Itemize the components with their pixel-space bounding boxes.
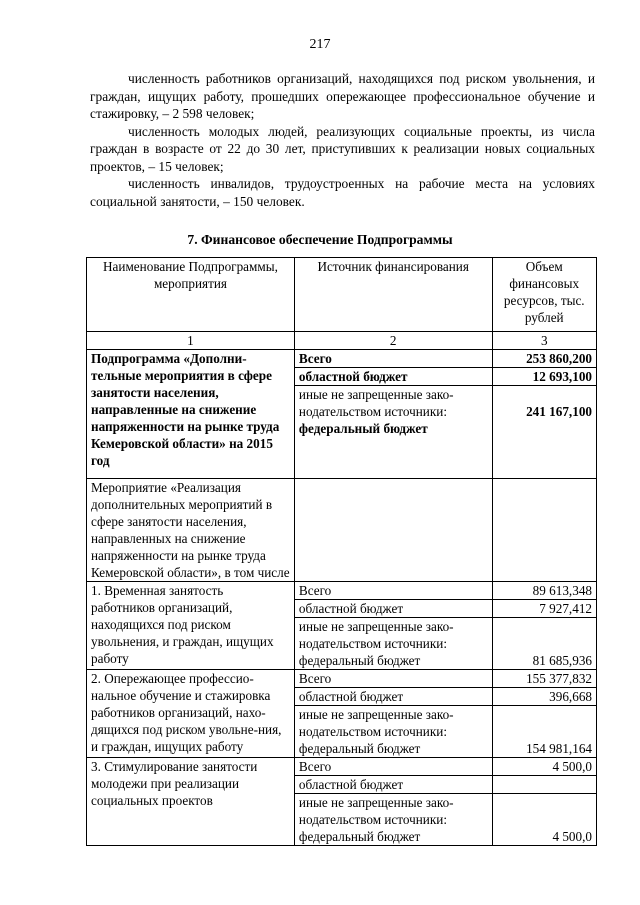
source-other (294, 386, 492, 479)
table-row (87, 479, 597, 582)
source-other-label: иные не запрещенные зако-нодательством источники: (298, 619, 454, 651)
page-number: 217 (309, 37, 331, 52)
source-other-label: иные не запрещенные зако-нодательством источники: (298, 707, 454, 739)
section-title: 7. Финансовое обеспечение Подпрограммы (187, 232, 453, 247)
value-regional: 396,668 (492, 688, 597, 706)
column-number: 3 (492, 332, 597, 350)
source-other-label: иные не запрещенные зако-нодательством источники: (298, 795, 454, 827)
value-regional: 12 693,100 (492, 368, 597, 386)
intro-text (90, 70, 595, 210)
column-number: 1 (87, 332, 295, 350)
table-row (87, 582, 597, 600)
source-federal: федеральный бюджет (298, 653, 421, 668)
source-other-label: иные не запрещенные зако-нодательством источники: (298, 387, 454, 419)
header-name: Наименование Подпрограммы, мероприятия (87, 258, 295, 332)
value-federal: 81 685,936 (492, 618, 597, 670)
intro-paragraph: численность работников организаций, находящихся под риском увольнения, и граждан, ищущих работу, прошедших опережающее профессиональное обучение и стажировку, – 2 598 человек; (90, 71, 595, 121)
source-federal: федеральный бюджет (298, 421, 428, 436)
column-number: 2 (294, 332, 492, 350)
value-total: 4 500,0 (492, 758, 597, 776)
source-other (294, 794, 492, 846)
source-federal: федеральный бюджет (298, 829, 421, 844)
financing-table (86, 257, 597, 846)
source-other (294, 706, 492, 758)
item-name: 2. Опережающее профессио-нальное обучение и стажировка работников организаций, нахо-дящихся под риском увольне-ния, и граждан, ищущих работу (87, 670, 295, 758)
source-federal: федеральный бюджет (298, 741, 421, 756)
value-total: 253 860,200 (492, 350, 597, 368)
source-regional: областной бюджет (294, 688, 492, 706)
value-regional (492, 776, 597, 794)
column-numbers-row (87, 332, 597, 350)
value-regional: 7 927,412 (492, 600, 597, 618)
table-row (87, 350, 597, 368)
item-name: 1. Временная занятость работников организаций, находящихся под риском увольнения, и граждан, ищущих работу (87, 582, 295, 670)
value-federal: 241 167,100 (492, 386, 597, 479)
empty-cell (294, 479, 492, 582)
source-total: Всего (294, 670, 492, 688)
value-federal: 154 981,164 (492, 706, 597, 758)
intro-paragraph: численность инвалидов, трудоустроенных на рабочие места на условиях социальной занятости, – 150 человек. (90, 176, 595, 209)
table-header-row (87, 258, 597, 332)
source-other (294, 618, 492, 670)
table-row (87, 758, 597, 776)
header-volume: Объем финансовых ресурсов, тыс. рублей (492, 258, 597, 332)
intro-paragraph: численность молодых людей, реализующих социальные проекты, из числа граждан в возрасте от 22 до 30 лет, приступивших к реализации новых социальных проектов, – 15 человек; (90, 123, 595, 174)
header-source: Источник финансирования (294, 258, 492, 332)
item-name: 3. Стимулирование занятости молодежи при реализации социальных проектов (87, 758, 295, 846)
table-row (87, 670, 597, 688)
value-total: 89 613,348 (492, 582, 597, 600)
source-total: Всего (294, 582, 492, 600)
measure-name: Мероприятие «Реализация дополнительных мероприятий в сфере занятости населения, направленных на снижение напряженности на рынке труда Кемеровской области», в том числе (87, 479, 295, 582)
program-name: Подпрограмма «Дополни-тельные мероприятия в сфере занятости населения, направленные на снижение напряженности на рынке труда Кемеровской области» на 2015 год (87, 350, 295, 479)
source-regional: областной бюджет (294, 776, 492, 794)
source-regional: областной бюджет (294, 600, 492, 618)
source-total: Всего (294, 350, 492, 368)
source-regional: областной бюджет (294, 368, 492, 386)
value-total: 155 377,832 (492, 670, 597, 688)
value-federal: 4 500,0 (492, 794, 597, 846)
empty-cell (492, 479, 597, 582)
source-total: Всего (294, 758, 492, 776)
